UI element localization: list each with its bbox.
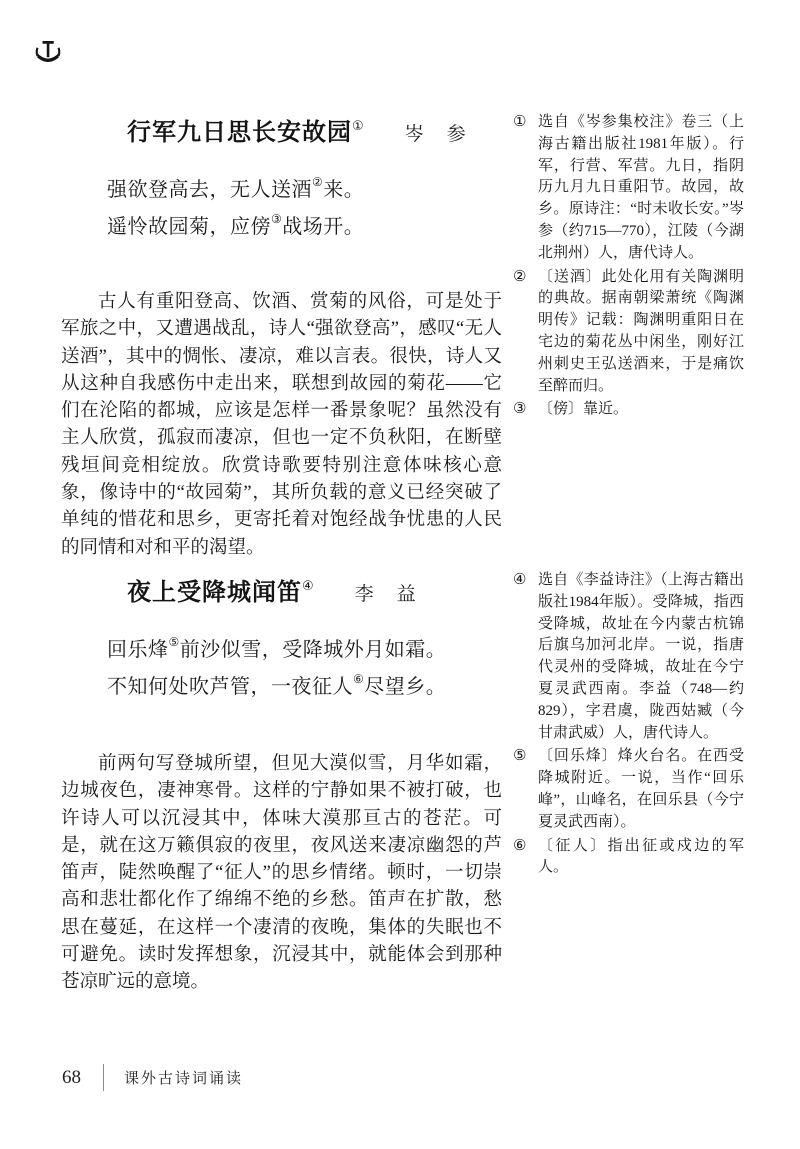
footnote-number: ③ bbox=[513, 401, 527, 418]
footnote-text: 选自《李益诗注》（上海古籍出版社1984年版）。受降城，指西受降城，故址在今内蒙古杭锦后旗乌加河北岸。一说，指唐代灵州的受降城，故址在今宁夏灵武西南。李益（748—约829），字君虞，陇西姑臧（今甘肃武威）人，唐代诗人。 bbox=[538, 572, 744, 741]
poem2-title bbox=[127, 572, 315, 607]
footnote-number: ② bbox=[513, 268, 527, 285]
poem-line-text: 前沙似雪，受降城外月如霜。 bbox=[179, 639, 447, 661]
poem2-body bbox=[107, 632, 446, 706]
poem1-title bbox=[127, 112, 365, 147]
footnote-number: ④ bbox=[513, 572, 527, 588]
footnote-item-1 bbox=[513, 112, 744, 265]
page-number: 68 bbox=[62, 1066, 81, 1088]
poem-line-text: 来。 bbox=[323, 179, 365, 201]
anchor-icon bbox=[33, 37, 63, 67]
poem-line-text: 不知何处吹芦管，一夜征人 bbox=[107, 676, 353, 698]
footer-section-label: 课外古诗词诵读 bbox=[124, 1071, 244, 1087]
footnote-item-3 bbox=[513, 399, 744, 421]
footnote-item-2 bbox=[513, 267, 744, 398]
footnote-item-4 bbox=[513, 570, 744, 744]
poem1-title-footnote-ref: ① bbox=[352, 118, 365, 133]
poem2-title-row bbox=[127, 572, 418, 607]
footnote-item-5 bbox=[513, 746, 744, 833]
footnote-number: ① bbox=[513, 114, 527, 130]
poem2-line-1 bbox=[107, 632, 446, 669]
poem-line-text: 战场开。 bbox=[282, 216, 365, 238]
poem2-commentary: 前两句写登城所望，但见大漠似雪，月华如霜，边城夜色，凄神寒骨。这样的宁静如果不被打破，也许诗人可以沉浸其中，体味大漠那亘古的苍茫。可是，就在这万籁俱寂的夜里，夜风送来凄凉幽怨的芦笛声，陡然唤醒了“征人”的思乡情绪。顿时，一切崇高和悲壮都化作了绵绵不绝的乡愁。笛声在扩散，愁思在蔓延，在这样一个凄清的夜晚，集体的失眠也不可避免。读时发挥想象，沉浸其中，就能体会到那种苍凉旷远的意境。 bbox=[61, 754, 502, 993]
poem-line-text: 强欲登高去，无人送酒 bbox=[107, 179, 312, 201]
footnote-text: 〔送酒〕此处化用有关陶渊明的典故。据南朝梁萧统《陶渊明传》记载：陶渊明重阳日在宅边的菊花丛中闲坐，刚好江州刺史王弘送酒来，于是痛饮至醉而归。 bbox=[538, 268, 744, 394]
poem-line-text: 尽望乡。 bbox=[364, 676, 447, 698]
footnote-text: 〔征人〕指出征或戍边的军人。 bbox=[538, 837, 744, 876]
footnote-ref: ⑤ bbox=[168, 635, 180, 650]
footnote-ref: ② bbox=[312, 175, 324, 190]
poem2-line-2 bbox=[107, 669, 446, 706]
poem1-commentary: 古人有重阳登高、饮酒、赏菊的风俗，可是处于军旅之中，又遭遇战乱，诗人“强欲登高”，感叹“无人送酒”，其中的惆怅、凄凉，难以言表。很快，诗人又从这种自我感伤中走出来，联想到故园的菊花——它们在沦陷的都城，应该是怎样一番景象呢？虽然没有主人欣赏，孤寂而凄凉，但也一定不负秋阳，在断壁残垣间竞相绽放。欣赏诗歌要特别注意体味核心意象，像诗中的“故园菊”，其所负载的意义已经突破了单纯的惜花和思乡，更寄托着对饱经战争忧患的人民的同情和对和平的渴望。 bbox=[61, 292, 502, 558]
poem1-line-1 bbox=[107, 172, 364, 209]
footnote-number: ⑤ bbox=[513, 748, 527, 765]
poem1-body bbox=[107, 172, 364, 246]
footnote-text: 〔傍〕靠近。 bbox=[538, 401, 629, 418]
poem1-title-text: 行军九日思长安故园 bbox=[127, 119, 352, 146]
page-footer bbox=[62, 1064, 243, 1091]
footer-divider bbox=[103, 1064, 104, 1091]
poem1-line-2 bbox=[107, 209, 364, 246]
poem-line-text: 遥怜故园菊，应傍 bbox=[107, 216, 271, 238]
poem1-author: 岑 参 bbox=[404, 124, 468, 145]
poem2-title-text: 夜上受降城闻笛 bbox=[127, 579, 302, 606]
footnote-text: 〔回乐烽〕烽火台名。在西受降城附近。一说，当作“回乐峰”，山峰名，在回乐县（今宁夏灵武西南）。 bbox=[538, 748, 744, 830]
poem1-title-row bbox=[127, 112, 468, 147]
footnotes-group-2 bbox=[513, 570, 744, 881]
footnote-item-6 bbox=[513, 836, 744, 880]
footnotes-group-1 bbox=[513, 112, 744, 423]
footnote-number: ⑥ bbox=[513, 837, 527, 854]
footnote-ref: ③ bbox=[271, 212, 283, 227]
footnote-ref: ⑥ bbox=[353, 672, 365, 687]
footnote-text: 选自《岑参集校注》卷三（上海古籍出版社1981年版）。行军，行营、军营。九日，指阴历九月九日重阳节。故园，故乡。原诗注：“时未收长安。”岑参（约715—770），江陵（今湖北荆州）人，唐代诗人。 bbox=[538, 114, 744, 261]
poem-line-text: 回乐烽 bbox=[107, 639, 169, 661]
poem2-author: 李 益 bbox=[354, 584, 418, 605]
poem2-title-footnote-ref: ④ bbox=[302, 578, 315, 593]
